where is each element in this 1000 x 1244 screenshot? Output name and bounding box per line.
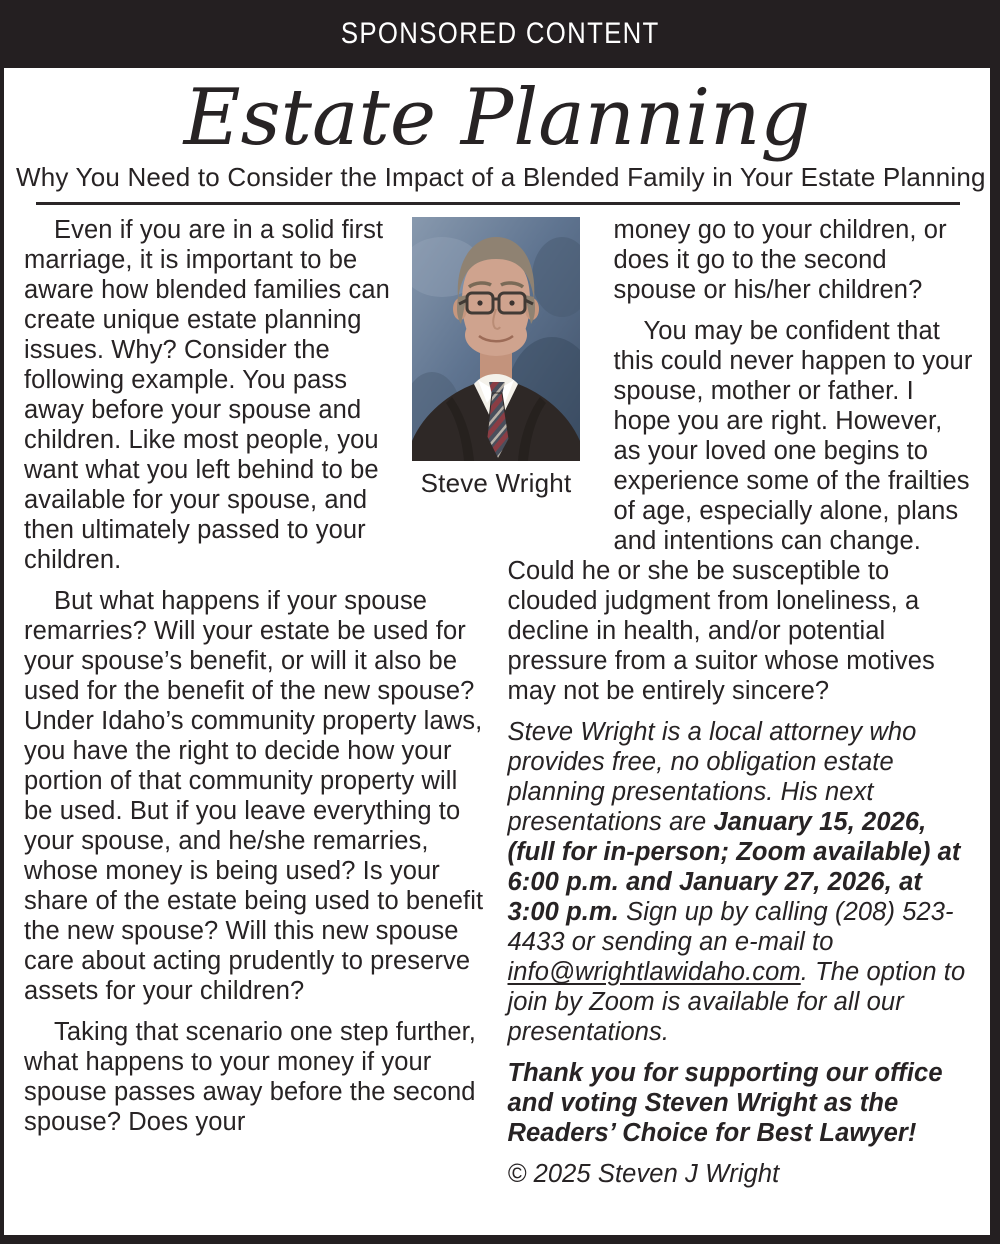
attorney-note-intro: Steve Wright is a local attorney who provides free, no obligation estate planning presentations. His next presentations are bbox=[507, 718, 917, 837]
photo-caption: Steve Wright bbox=[420, 468, 572, 499]
thank-you-note: Thank you for supporting our office and voting Steven Wright as the Readers’ Choice for Best Lawyer! bbox=[507, 1059, 943, 1148]
portrait-eye bbox=[509, 301, 514, 306]
paragraph-intro: Even if you are in a solid first marriage, it is important to be aware how blended families can create unique estate planning issues. Why? Consider the following example. You pass away before your spouse and children. Like most people, you want what you left behind to be available for your spouse, and then ultimately passed to your children. bbox=[24, 216, 390, 575]
article-columns bbox=[4, 205, 990, 1200]
page-title: Estate Planning bbox=[183, 73, 811, 163]
page-subtitle: Why You Need to Consider the Impact of a Blended Family in Your Estate Planning bbox=[16, 162, 986, 193]
steve-wright-photo bbox=[412, 217, 580, 499]
sponsored-content-label: SPONSORED CONTENT bbox=[340, 17, 660, 50]
paragraph-confidence: You may be confident that this could never happen to your spouse, mother or father. I hope you are right. However, as your loved one begins to experience some of the frailties of age, especially alone, plans and intentions can change. Could he or she be susceptible to clouded judgment from loneliness, a decline in health, and/or potential pressure from a suitor whose motives may not be entirely sincere? bbox=[507, 317, 973, 706]
attorney-note-end: . The option to join by Zoom is available for all our presentations. bbox=[507, 958, 966, 1047]
sponsored-content-banner bbox=[0, 0, 1000, 68]
ad-content-area bbox=[4, 68, 990, 1235]
copyright-line: © 2025 Steven J Wright bbox=[507, 1160, 780, 1189]
email-link[interactable]: info@wrightlawidaho.com bbox=[507, 958, 801, 987]
attorney-note bbox=[508, 717, 975, 1047]
presentation-dates: January 15, 2026, (full for in-person; Zoom available) at 6:00 p.m. and January 27, 2026, at 3:00 p.m. bbox=[507, 808, 961, 927]
portrait-illustration bbox=[412, 217, 580, 461]
paragraph-scenario: Taking that scenario one step further, what happens to your money if your spouse passes away before the second spouse? Does your bbox=[24, 1018, 476, 1137]
paragraph-remarriage: But what happens if your spouse remarries? Will your estate be used for your spouse’s benefit, or will it also be used for the benefit of the new spouse? Under Idaho’s community property laws, you have the right to decide how your portion of that community property will be used. But if you leave everything to your spouse, and he/she remarries, whose money is being used? Is your share of the estate being used to benefit the new spouse? Will this new spouse care about acting prudently to preserve assets for your children? bbox=[24, 587, 484, 1006]
attorney-note-signup: Sign up by calling (208) 523-4433 or sending an e-mail to bbox=[507, 898, 954, 957]
paragraph-continuation: money go to your children, or does it go to the second spouse or his/her children? bbox=[613, 216, 947, 305]
portrait-eye bbox=[477, 301, 482, 306]
